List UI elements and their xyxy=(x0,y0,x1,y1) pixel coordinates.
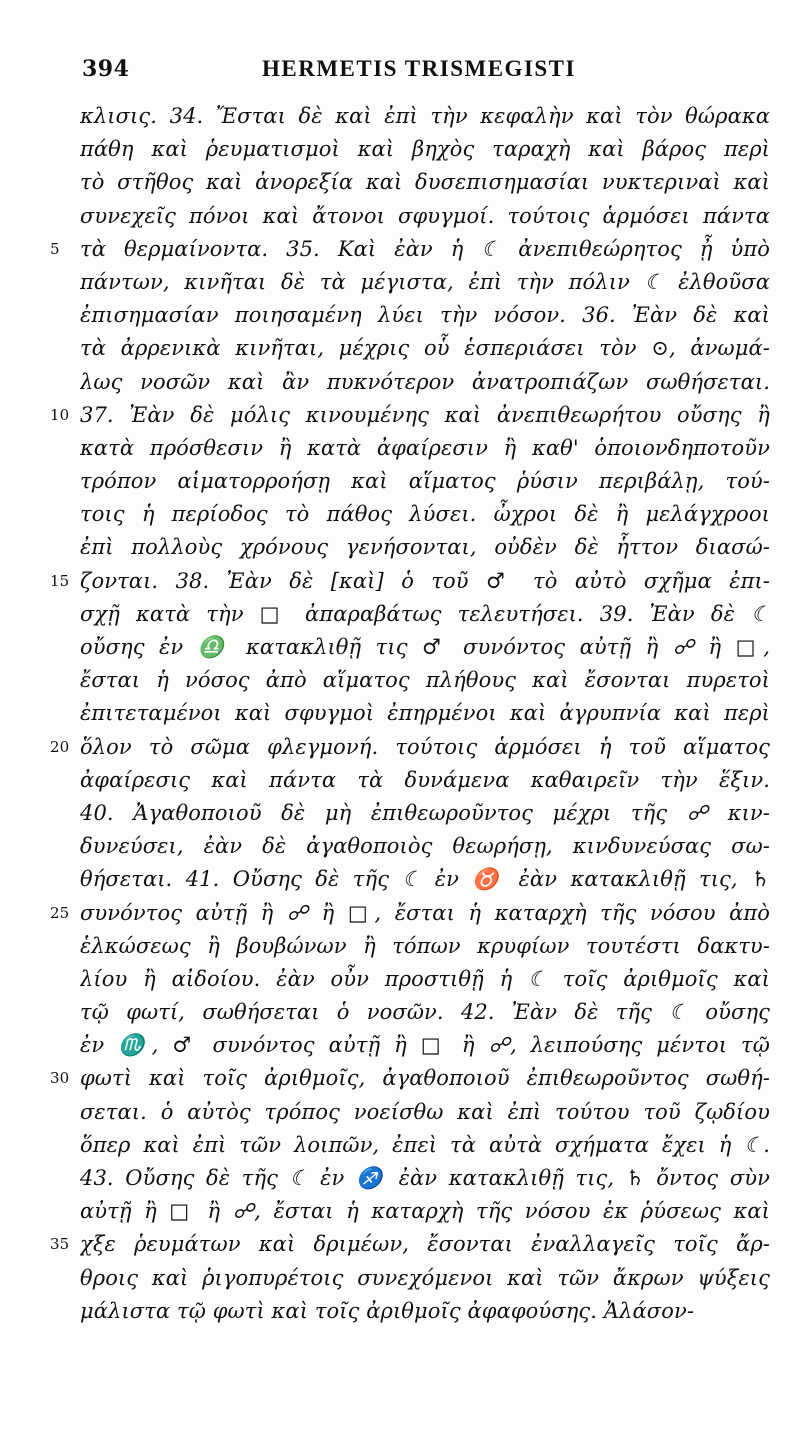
text-line xyxy=(80,465,770,498)
text-line xyxy=(80,598,770,631)
line-text: ἐπὶ πολλοὺς χρόνους γενήσονται, οὐδὲν δὲ ἧττον διασώ- xyxy=(80,535,770,560)
line-number: 15 xyxy=(50,571,70,590)
line-text: ἐν ♏, ♂ συνόντος αὐτῇ ἢ □ ἢ ☍, λειπούσης μέντοι τῷ xyxy=(80,1033,770,1058)
text-line xyxy=(50,897,770,930)
line-text: ἐπισημασίαν ποιησαμένη λύει τὴν νόσον. 36. Ἐὰν δὲ καὶ xyxy=(80,303,770,328)
line-text: κατὰ πρόσθεσιν ἢ κατὰ ἀφαίρεσιν ἢ καθ' ὁποιονδηποτοῦν xyxy=(80,435,770,460)
line-text: χξε ῥευμάτων καὶ δριμέων, ἔσονται ἐναλλαγεῖς τοῖς ἄρ- xyxy=(80,1232,770,1257)
line-text: ὅπερ καὶ ἐπὶ τῶν λοιπῶν, ἐπεὶ τὰ αὐτὰ σχήματα ἔχει ἡ ☾. xyxy=(80,1132,770,1157)
text-line xyxy=(50,1228,770,1261)
text-line xyxy=(80,797,770,830)
line-text: τὰ θερμαίνοντα. 35. Καὶ ἐὰν ἡ ☾ ἀνεπιθεώρητος ᾖ ὑπὸ xyxy=(80,236,770,261)
line-number: 25 xyxy=(50,903,70,922)
text-line xyxy=(80,963,770,996)
line-text: δυνεύσει, ἐὰν δὲ ἀγαθοποιὸς θεωρήσῃ, κινδυνεύσας σω- xyxy=(80,834,770,859)
line-text: σεται. ὁ αὐτὸς τρόπος νοείσθω καὶ ἐπὶ τούτου τοῦ ζῳδίου xyxy=(80,1099,770,1124)
text-line xyxy=(80,664,770,697)
text-line xyxy=(50,1062,770,1095)
line-text: κλισις. 34. Ἔσται δὲ καὶ ἐπὶ τὴν κεφαλὴν καὶ τὸν θώρακα xyxy=(80,104,770,128)
text-line xyxy=(80,996,770,1029)
text-line xyxy=(80,631,770,664)
line-text: πάθη καὶ ῥευματισμοὶ καὶ βηχὸς ταραχὴ καὶ βάρος περὶ xyxy=(80,137,770,162)
line-text: 37. Ἐὰν δὲ μόλις κινουμένης καὶ ἀνεπιθεωρήτου οὔσης ἢ xyxy=(80,402,770,427)
line-text: τῷ φωτί, σωθήσεται ὁ νοσῶν. 42. Ἐὰν δὲ τῆς ☾ οὔσης xyxy=(80,1000,770,1025)
line-text: συνεχεῖς πόνοι καὶ ἄτονοι σφυγμοί. τούτοις ἁρμόσει πάντα xyxy=(80,203,770,228)
text-line xyxy=(80,830,770,863)
line-number: 20 xyxy=(50,737,70,756)
text-line xyxy=(80,1195,770,1228)
text-line xyxy=(80,100,770,133)
text-line xyxy=(50,731,770,764)
text-line xyxy=(80,133,770,166)
text-line xyxy=(80,366,770,399)
line-text: αὐτῇ ἢ □ ἢ ☍, ἔσται ἡ καταρχὴ τῆς νόσου ἐκ ῥύσεως καὶ xyxy=(80,1199,770,1224)
line-text: 40. Ἀγαθοποιοῦ δὲ μὴ ἐπιθεωροῦντος μέχρι τῆς ☍ κιν- xyxy=(80,800,770,825)
page-number: 394 xyxy=(82,56,130,82)
line-number: 5 xyxy=(50,239,60,258)
text-line xyxy=(80,930,770,963)
line-text: οὔσης ἐν ♎ κατακλιθῇ τις ♂ συνόντος αὐτῇ ἢ ☍ ἢ □, xyxy=(80,635,770,659)
text-line xyxy=(80,332,770,365)
line-number: 30 xyxy=(50,1069,70,1088)
text-line xyxy=(80,166,770,199)
text-line xyxy=(80,299,770,332)
line-text: μάλιστα τῷ φωτὶ καὶ τοῖς ἀριθμοῖς ἀφαφούσης. Ἀλάσον- xyxy=(80,1298,695,1323)
text-line xyxy=(80,1162,770,1195)
text-line xyxy=(80,266,770,299)
line-text: τὰ ἀρρενικὰ κινῆται, μέχρις οὗ ἑσπεριάσει τὸν ⊙, ἀνωμά- xyxy=(80,336,770,361)
line-text: σχῇ κατὰ τὴν □ ἀπαραβάτως τελευτήσει. 39. Ἐὰν δὲ ☾ xyxy=(80,601,770,626)
text-line xyxy=(80,432,770,465)
text-line xyxy=(50,565,770,598)
line-text: 43. Οὔσης δὲ τῆς ☾ ἐν ♐ ἐὰν κατακλιθῇ τις, ♄ ὄντος σὺν xyxy=(80,1166,770,1190)
text-line xyxy=(80,1029,770,1062)
text-line xyxy=(80,863,770,896)
text-line xyxy=(80,697,770,730)
line-number: 35 xyxy=(50,1235,70,1254)
text-line xyxy=(50,399,770,432)
text-line xyxy=(80,1262,770,1295)
line-text: ἑλκώσεως ἢ βουβώνων ἢ τόπων κρυφίων τουτέστι δακτυ- xyxy=(80,933,770,958)
line-text: λίου ἢ αἰδοίου. ἐὰν οὖν προστιθῇ ἡ ☾ τοῖς ἀριθμοῖς καὶ xyxy=(80,966,770,991)
text-line xyxy=(80,1096,770,1129)
text-line xyxy=(80,200,770,233)
text-line xyxy=(80,531,770,564)
line-text: λως νοσῶν καὶ ἂν πυκνότερον ἀνατροπιάζων σωθήσεται. xyxy=(80,369,770,394)
line-text: τὸ στῆθος καὶ ἀνορεξία καὶ δυσεπισημασίαι νυκτεριναὶ καὶ xyxy=(80,170,770,195)
line-text: τοις ἡ περίοδος τὸ πάθος λύσει. ὦχροι δὲ ἢ μελάγχροοι xyxy=(80,502,770,527)
text-line xyxy=(80,764,770,797)
text-line xyxy=(80,1295,770,1328)
line-text: ζονται. 38. Ἐὰν δὲ [καὶ] ὁ τοῦ ♂ τὸ αὐτὸ σχῆμα ἐπι- xyxy=(80,568,770,593)
line-text: συνόντος αὐτῇ ἢ ☍ ἢ □, ἔσται ἡ καταρχὴ τῆς νόσου ἀπὸ xyxy=(80,900,770,925)
text-line xyxy=(80,1129,770,1162)
line-text: ἔσται ἡ νόσος ἀπὸ αἵματος πλήθους καὶ ἔσονται πυρετοὶ xyxy=(80,668,770,693)
line-text: τρόπον αἱματορροήσῃ καὶ αἵματος ῥύσιν περιβάλῃ, τού- xyxy=(80,469,770,494)
line-text: θροις καὶ ῥιγοπυρέτοις συνεχόμενοι καὶ τῶν ἄκρων ψύξεις xyxy=(80,1265,770,1290)
page-header xyxy=(72,50,772,90)
line-text: ἀφαίρεσις καὶ πάντα τὰ δυνάμενα καθαιρεῖν τὴν ἕξιν. xyxy=(80,767,770,792)
line-text: πάντων, κινῆται δὲ τὰ μέγιστα, ἐπὶ τὴν πόλιν ☾ ἐλθοῦσα xyxy=(80,269,770,294)
line-text: ἐπιτεταμένοι καὶ σφυγμοὶ ἐπηρμένοι καὶ ἀγρυπνία καὶ περὶ xyxy=(80,701,770,726)
body-text xyxy=(50,100,770,1328)
running-head: HERMETIS TRISMEGISTI xyxy=(262,56,576,81)
line-number: 10 xyxy=(50,405,70,424)
text-line xyxy=(50,233,770,266)
text-line xyxy=(80,498,770,531)
line-text: θήσεται. 41. Οὔσης δὲ τῆς ☾ ἐν ♉ ἐὰν κατακλιθῇ τις, ♄ xyxy=(80,867,770,892)
line-text: ὅλον τὸ σῶμα φλεγμονή. τούτοις ἁρμόσει ἡ τοῦ αἵματος xyxy=(80,734,770,759)
line-text: φωτὶ καὶ τοῖς ἀριθμοῖς, ἀγαθοποιοῦ ἐπιθεωροῦντος σωθή- xyxy=(80,1066,770,1091)
